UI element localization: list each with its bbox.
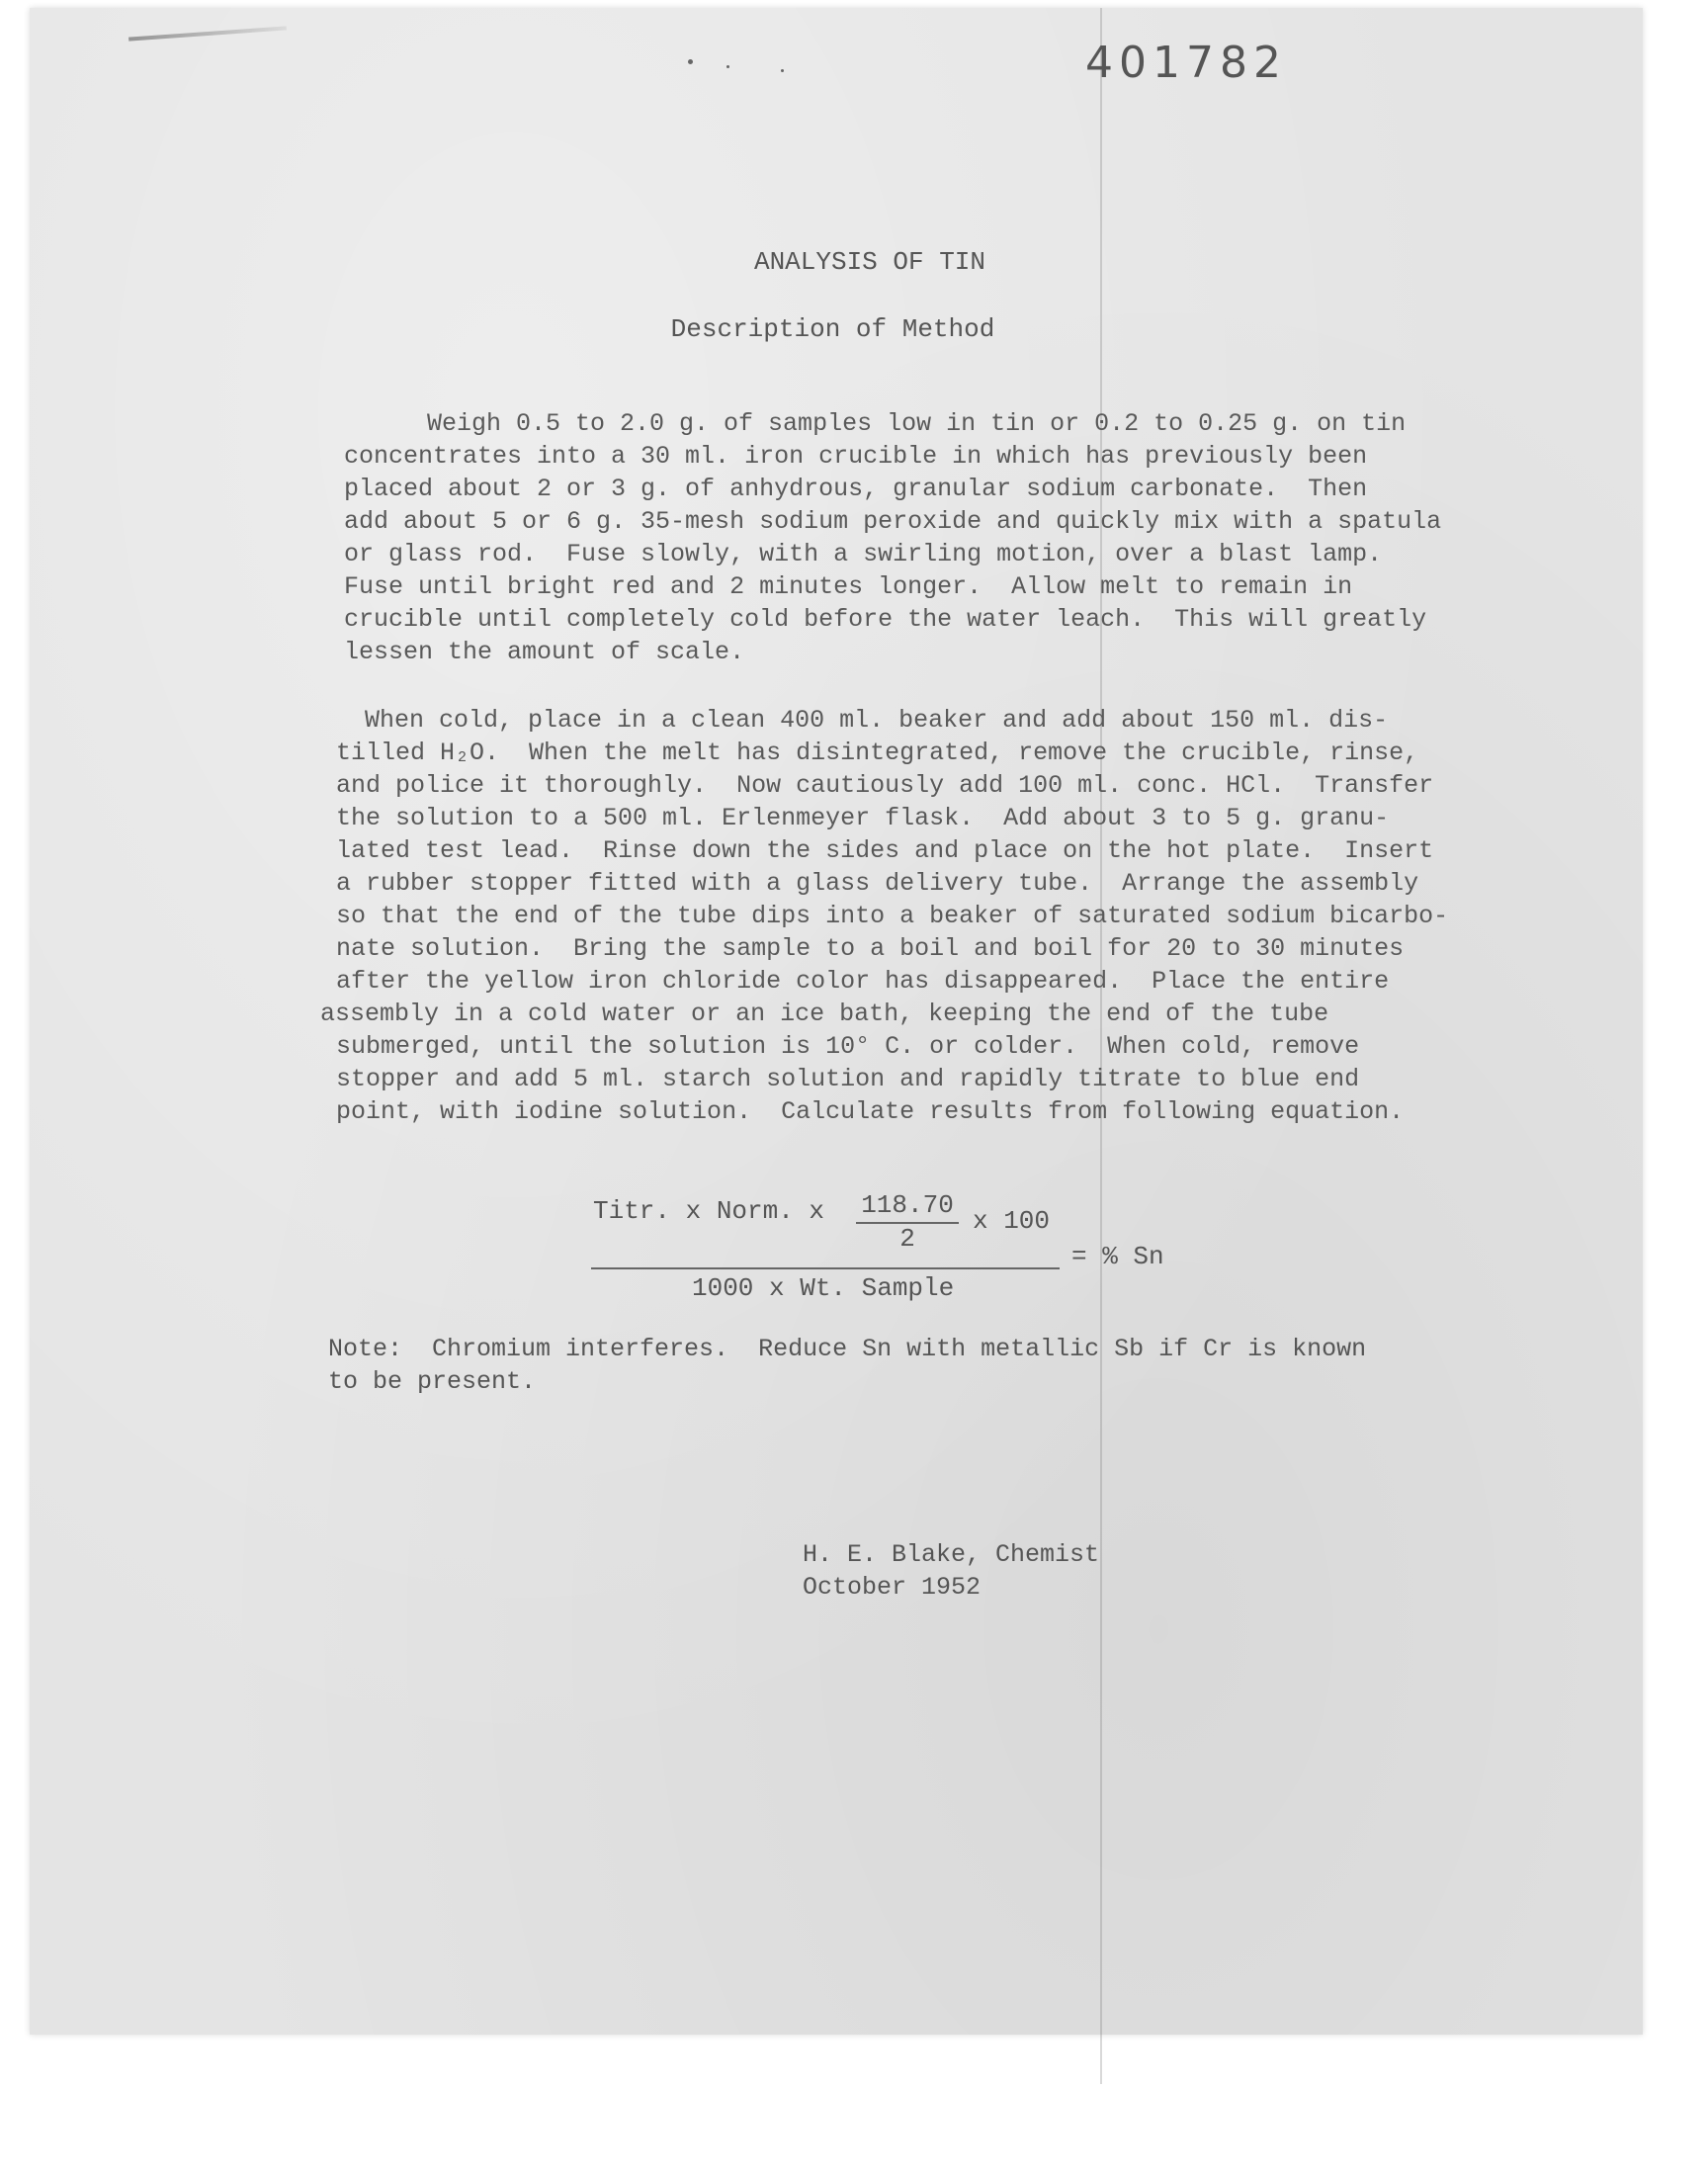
text-line: lessen the amount of scale.: [344, 638, 745, 666]
scan-speck: [726, 65, 729, 68]
text-line: the solution to a 500 ml. Erlenmeyer flask. Add about 3 to 5 g. granu-: [336, 804, 1390, 832]
text-line: or glass rod. Fuse slowly, with a swirling motion, over a blast lamp.: [344, 540, 1383, 568]
page-subtitle: Description of Method: [670, 314, 995, 344]
note-line: Note: Chromium interferes. Reduce Sn with metallic Sb if Cr is known: [328, 1335, 1367, 1363]
paragraph-2: [320, 704, 1449, 1128]
equation-numerator-suffix: x 100: [973, 1206, 1051, 1236]
text-line: When cold, place in a clean 400 ml. beaker and add about 150 ml. dis-: [350, 706, 1389, 735]
text-line: placed about 2 or 3 g. of anhydrous, granular sodium carbonate. Then: [344, 475, 1368, 503]
text-line: Weigh 0.5 to 2.0 g. of samples low in tin or 0.2 to 0.25 g. on tin: [427, 409, 1407, 438]
note-line: to be present.: [328, 1367, 537, 1396]
text-line: crucible until completely cold before the water leach. This will greatly: [344, 605, 1427, 634]
note: [328, 1333, 1366, 1398]
text-line: nate solution. Bring the sample to a boil and boil for 20 to 30 minutes: [336, 934, 1405, 963]
signature-date: October 1952: [803, 1573, 982, 1602]
text-line: so that the end of the tube dips into a beaker of saturated sodium bicarbo-: [336, 902, 1449, 930]
equation-result: = % Sn: [1071, 1242, 1164, 1271]
equation-fraction-top: 118.70: [856, 1190, 959, 1224]
paragraph-1: [344, 407, 1441, 668]
equation-fraction-bar: [591, 1267, 1060, 1269]
text-line: a rubber stopper fitted with a glass delivery tube. Arrange the assembly: [336, 869, 1419, 898]
document-number: 401782: [1085, 38, 1287, 88]
scan-speck: [781, 69, 784, 72]
equation-inner-fraction: [856, 1190, 959, 1254]
equation-denominator: 1000 x Wt. Sample: [692, 1273, 955, 1303]
text-line: and police it thoroughly. Now cautiously add 100 ml. conc. HCl. Transfer: [336, 771, 1434, 800]
text-line: point, with iodine solution. Calculate results from following equation.: [336, 1097, 1405, 1126]
page-title: ANALYSIS OF TIN: [753, 247, 986, 277]
text-line: submerged, until the solution is 10° C. or colder. When cold, remove: [336, 1032, 1360, 1061]
text-line: tilled H₂O. When the melt has disintegrated, remove the crucible, rinse,: [336, 739, 1419, 767]
equation-numerator-prefix: Titr. x Norm. x: [593, 1196, 825, 1226]
text-line: concentrates into a 30 ml. iron crucible in which has previously been: [344, 442, 1368, 471]
text-line: assembly in a cold water or an ice bath, keeping the end of the tube: [320, 1000, 1329, 1028]
text-line: stopper and add 5 ml. starch solution and rapidly titrate to blue end: [336, 1065, 1360, 1093]
equation-fraction-bottom: 2: [899, 1224, 915, 1254]
text-line: lated test lead. Rinse down the sides and place on the hot plate. Insert: [336, 836, 1434, 865]
signature-name: H. E. Blake, Chemist: [803, 1540, 1100, 1569]
scan-speck: [688, 59, 693, 64]
text-line: after the yellow iron chloride color has disappeared. Place the entire: [336, 967, 1390, 996]
text-line: Fuse until bright red and 2 minutes longer. Allow melt to remain in: [344, 572, 1353, 601]
text-line: add about 5 or 6 g. 35-mesh sodium peroxide and quickly mix with a spatula: [344, 507, 1442, 536]
signature-block: [803, 1538, 1099, 1604]
